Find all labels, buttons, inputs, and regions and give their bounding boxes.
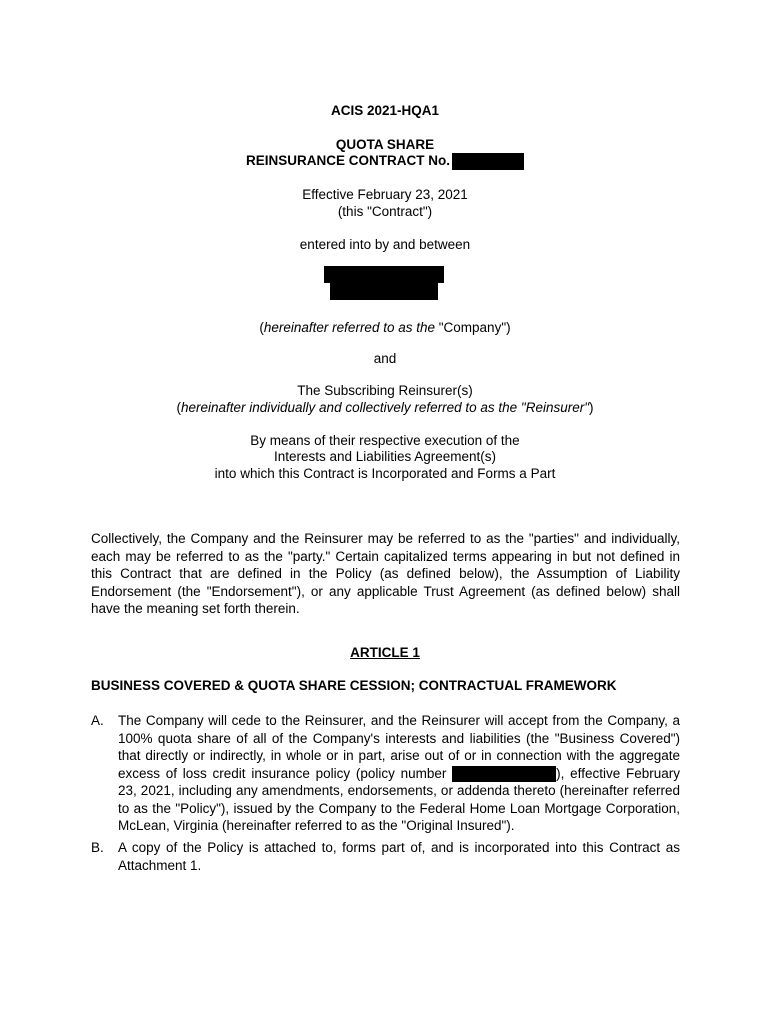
title-line-1: QUOTA SHARE [335,137,435,152]
redacted-contract-number [452,153,524,170]
means-line-1: By means of their respective execution of the [250,433,520,448]
means-line-3: into which this Contract is Incorporated and Forms a Part [214,466,556,481]
deal-id: ACIS 2021-HQA1 [330,103,440,118]
redacted-company-name-line-2 [330,283,438,300]
company-reference: (hereinafter referred to as the "Company") [259,320,511,335]
title-line-2 [0,152,770,170]
and-text: and [373,351,397,366]
article-title-text: ARTICLE 1 [350,645,420,660]
item-b-text: A copy of the Policy is attached to, forms part of, and is incorporated into this Contract as Attachment 1. [118,840,680,873]
effective-date: Effective February 23, 2021 [302,187,468,202]
item-a-letter: A. [91,713,104,728]
intro-paragraph: Collectively, the Company and the Reinsurer may be referred to as the "parties" and individually, each may be referred to as the "party." Certain capitalized terms appearing in but not defined in this Contract that are defined in the Policy (as defined below), the Assumption of Liability Endorsement (the "Endorsement"), or any applicable Trust Agreement (as defined below) shall have the meaning set forth therein. [91,531,680,616]
item-a-text-before: The Company will cede to the Reinsurer, and the Reinsurer will accept from the Company, a 100% quota share of all of the Company's interests and liabilities (the "Business Covered") that directly or indirectly, in whole or in part, arise out of or in connection with the aggregate excess of loss credit insurance policy (policy number [118,713,680,781]
item-a-text [118,712,680,835]
reinsurer-reference: (hereinafter individually and collectively referred to as the "Reinsurer") [176,400,594,415]
redacted-policy-number [452,766,556,782]
means-line-2: Interests and Liabilities Agreement(s) [273,449,497,464]
article-heading: BUSINESS COVERED & QUOTA SHARE CESSION; CONTRACTUAL FRAMEWORK [91,678,617,693]
entered-into-text: entered into by and between [299,237,471,252]
item-b-letter: B. [91,840,104,855]
redacted-company-name-line-1 [324,266,444,283]
article-title [0,644,770,661]
contract-number-label: REINSURANCE CONTRACT No. [246,153,450,168]
company-reference-term: "Company") [435,320,511,335]
reinsurer-reference-italic: hereinafter individually and collectively referred to as the "Reinsurer" [180,400,590,415]
this-contract-label: (this "Contract") [337,204,433,219]
subscribing-reinsurers: The Subscribing Reinsurer(s) [297,383,473,398]
item-a-text-after: ), effective February 23, 2021, including any amendments, endorsements, or addenda thereto (hereinafter referred to as the "Policy"), issued by the Company to the Federal Home Loan Mortgage Corporation, McLean, Virginia (hereinafter referred to as the "Original Insured"). [118,765,680,833]
company-reference-italic: hereinafter referred to as the [263,320,435,335]
